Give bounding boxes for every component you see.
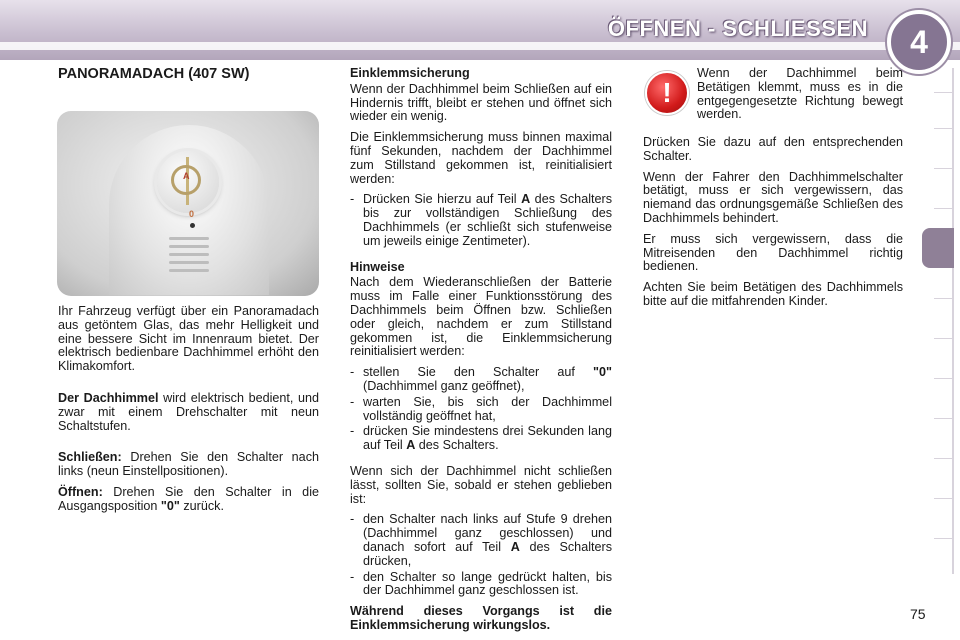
- list-text: Drücken Sie hierzu auf Teil: [363, 192, 522, 207]
- bold-term: Der Dachhimmel: [58, 390, 159, 405]
- vent-slot: [169, 245, 209, 248]
- page-header: [0, 0, 960, 60]
- bold-term: Öffnen:: [58, 484, 103, 499]
- switch-dot: [190, 223, 195, 228]
- paragraph-text: Drehen Sie den Schalter in die Ausgangsposition: [58, 484, 319, 513]
- chapter-tab: [934, 338, 952, 339]
- vent-slot: [169, 237, 209, 240]
- vent-slot: [169, 261, 209, 264]
- vent-slot: [169, 269, 209, 272]
- paragraph-text: wird elektrisch bedient, und zwar mit einem Drehschalter mit neun Schaltstufen.: [58, 390, 320, 433]
- chapter-tab: [934, 298, 952, 299]
- paragraph: Er muss sich vergewissern, dass die Mitreisenden den Dachhimmel richtig bedienen.: [643, 231, 903, 274]
- instruction-list: [350, 193, 612, 248]
- chapter-tab: [934, 378, 952, 379]
- bold-warning: Während dieses Vorgangs ist die Einklemmsicherung wirkungslos.: [350, 604, 612, 632]
- paragraph-text: Drehen Sie den Schalter nach links (neun Einstellpositionen).: [58, 450, 319, 479]
- column-middle: [350, 67, 612, 640]
- warning-icon: !: [645, 71, 689, 115]
- paragraph: Drücken Sie dazu auf den entsprechenden Schalter.: [643, 135, 903, 163]
- paragraph: Wenn der Dachhimmel beim Schließen auf ein Hindernis trifft, bleibt er stehen und öffnet sich wieder ein wenig.: [350, 81, 612, 124]
- paragraph: Wenn der Fahrer den Dachhimmelschalter betätigt, muss er sich vergewissern, das niemand das ordnungsgemäße Schließen des Dachhimmels behindert.: [643, 169, 903, 225]
- open-instruction: [58, 486, 319, 514]
- bold-term: "0": [593, 365, 612, 380]
- paragraph: Achten Sie beim Betätigen des Dachhimmels bitte auf die mitfahrenden Kinder.: [643, 280, 903, 308]
- list-item: [350, 193, 612, 248]
- switch-label-zero: 0: [189, 209, 195, 219]
- list-item: [350, 425, 612, 453]
- instruction-list: [350, 366, 612, 453]
- list-text: des Schalters.: [415, 438, 499, 453]
- paragraph-text: zurück.: [179, 498, 224, 513]
- heading-hinweise: Hinweise: [350, 259, 405, 274]
- list-text: des Schalters bis zur vollständigen Schließung des Dachhimmels (er schließt sich stufenweise um jeweils einige Zentimeter).: [363, 192, 612, 248]
- roof-switch-photo: [57, 111, 319, 296]
- column-left: [58, 305, 319, 521]
- list-text: stellen Sie den Schalter auf: [363, 365, 594, 380]
- rotary-switch: [157, 151, 219, 213]
- chapter-number-badge: 4: [887, 10, 951, 74]
- instruction-list: [350, 513, 612, 598]
- list-item: [350, 513, 612, 568]
- chapter-tab: [934, 208, 952, 209]
- bold-term: A: [510, 539, 520, 554]
- paragraph: Die Einklemmsicherung muss binnen maximal fünf Sekunden, nachdem der Dachhimmel zum Stillstand gekommen ist, reinitialisiert werden:: [350, 130, 612, 186]
- list-item: - warten Sie, bis sich der Dachhimmel vollständig geöffnet hat,: [350, 396, 612, 424]
- header-band: [0, 42, 960, 50]
- list-text: den Schalter nach links auf Stufe 9 drehen (Dachhimmel ganz geschlossen) und danach sofort auf Teil: [363, 512, 612, 554]
- intro-paragraph: Ihr Fahrzeug verfügt über ein Panoramadach aus getöntem Glas, das mehr Helligkeit und eine bessere Sicht im Innenraum bietet. Der elektrisch bedienbare Dachhimmel erhöht den Klimakomfort.: [58, 304, 319, 374]
- chapter-tab: [934, 498, 952, 499]
- paragraph: Wenn sich der Dachhimmel nicht schließen lässt, sollten Sie, sobald er stehen geblieben ist:: [350, 463, 612, 506]
- list-text: des Schalters drücken,: [363, 539, 612, 568]
- list-text: drücken Sie mindestens drei Sekunden lang auf Teil: [363, 424, 612, 453]
- chapter-tab: [934, 418, 952, 419]
- list-item: - den Schalter so lange gedrückt halten, bis der Dachhimmel ganz geschlossen ist.: [350, 571, 612, 599]
- heading-einklemmsicherung: Einklemmsicherung: [350, 66, 470, 80]
- switch-label-a: A: [183, 171, 190, 181]
- section-title: PANORAMADACH (407 SW): [58, 66, 250, 82]
- list-item: [350, 366, 612, 394]
- bold-term: Schließen:: [58, 450, 122, 465]
- chapter-tab-sidebar: [928, 68, 954, 574]
- bold-code: "0": [160, 498, 180, 513]
- chapter-tab: [934, 458, 952, 459]
- list-text: (Dachhimmel ganz geöffnet),: [363, 378, 525, 393]
- description-paragraph: [58, 392, 319, 433]
- paragraph: Nach dem Wiederanschließen der Batterie muss im Falle einer Funktionsstörung des Dachhimmels beim Öffnen bzw. Schließen oder gleich, nachdem er zum Stillstand gekommen ist, die Einklemmsicherung reinitialisiert werden:: [350, 275, 612, 359]
- bold-term: A: [406, 438, 416, 453]
- closing-note: [350, 605, 612, 633]
- chapter-tab: [934, 168, 952, 169]
- column-right: [643, 136, 903, 316]
- warning-paragraph: Wenn der Dachhimmel beim Betätigen klemmt, muss es in die entgegengesetzte Richtung bewegt werden.: [697, 66, 903, 122]
- chapter-tab: [934, 538, 952, 539]
- chapter-title: ÖFFNEN - SCHLIESSEN: [607, 16, 868, 41]
- close-instruction: [58, 451, 319, 479]
- chapter-tab: [934, 92, 952, 93]
- bold-term: A: [521, 192, 531, 207]
- page-number: 75: [910, 606, 926, 622]
- chapter-tab: [934, 128, 952, 129]
- chapter-tab-active: [922, 228, 954, 268]
- vent-slot: [169, 253, 209, 256]
